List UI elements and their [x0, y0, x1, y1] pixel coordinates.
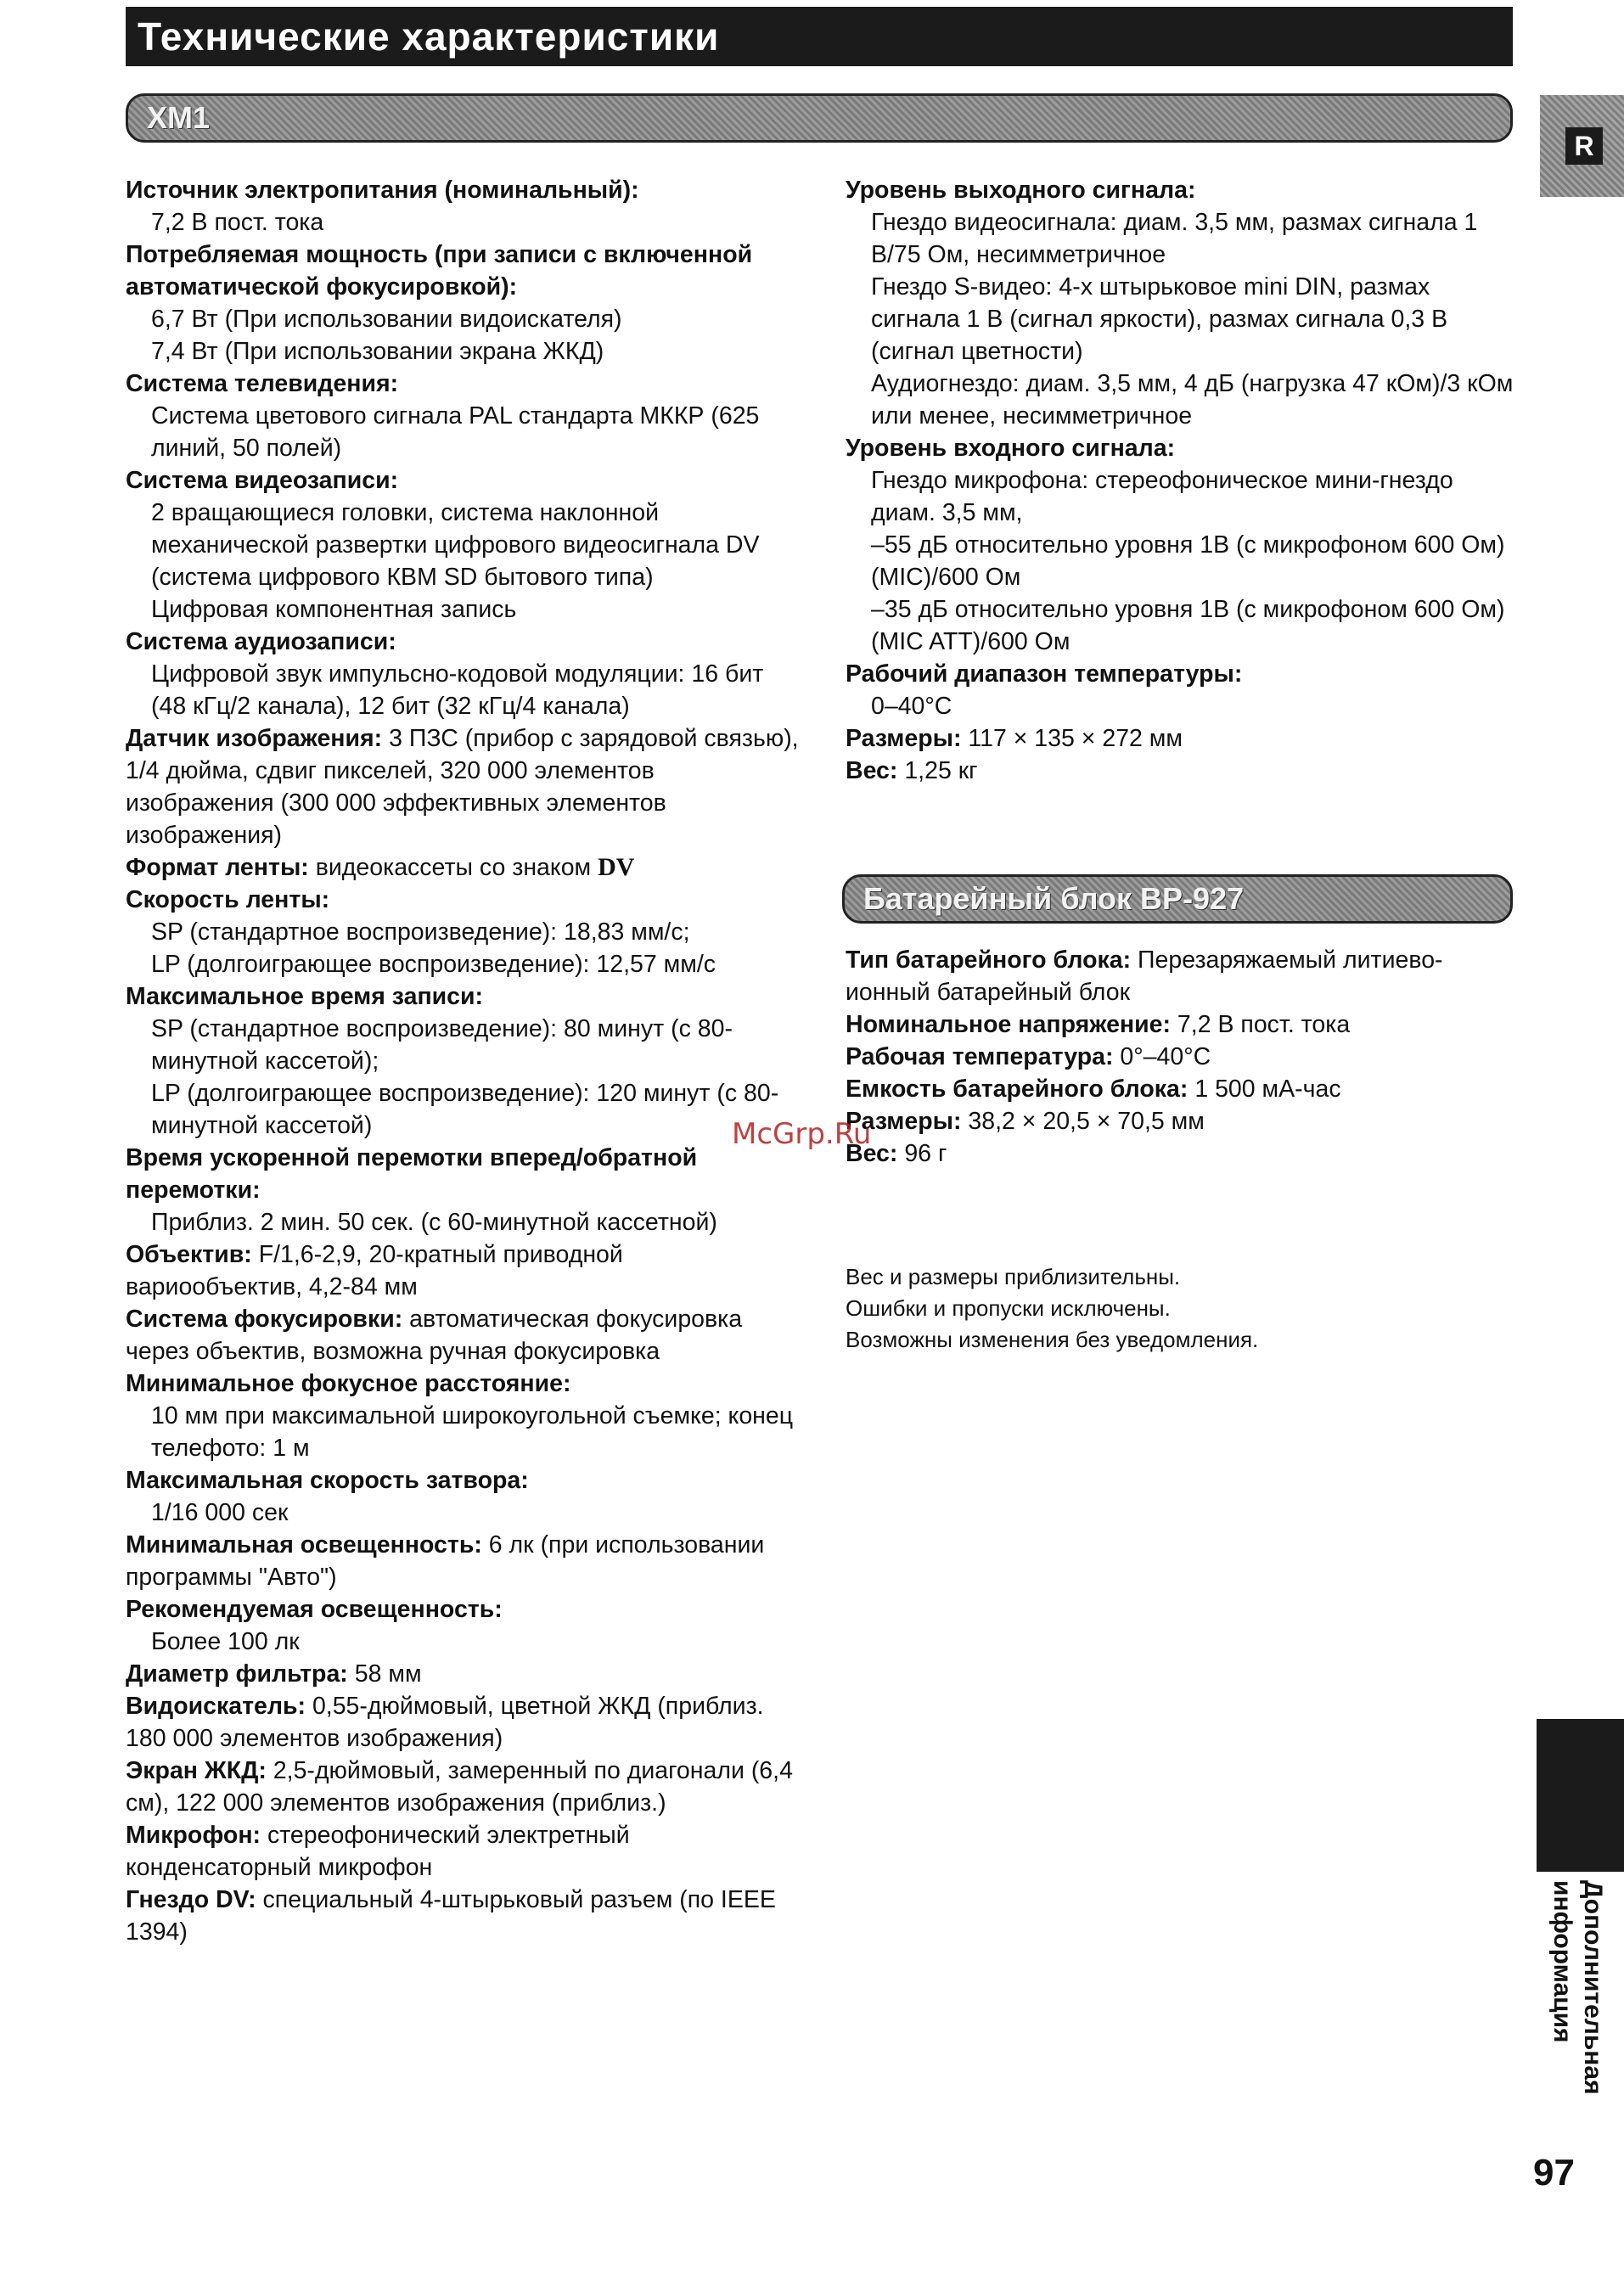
spec-value: 58 мм	[354, 1660, 422, 1688]
spec-value: 3 ПЗС (прибор с зарядовой связью), 1/4 дюйма, сдвиг пикселей, 320 000 элементов изображения (300 000 эффективных элементов изображения)	[126, 725, 799, 849]
side-label-line2: информация	[1548, 1880, 1576, 2043]
spec-label: Экран ЖКД:	[126, 1757, 267, 1784]
spec-item	[126, 1238, 805, 1303]
spec-label: Видоискатель:	[126, 1693, 306, 1720]
spec-item	[126, 464, 805, 626]
spec-value-line: 7,2 В пост. тока	[151, 209, 324, 236]
spec-item	[126, 1819, 805, 1884]
spec-value: видеокассеты со знаком	[315, 854, 592, 881]
spec-value-line: 6,7 Вт (При использовании видоискателя)	[151, 306, 622, 333]
spec-item	[126, 851, 805, 884]
spec-label: Номинальное напряжение:	[846, 1011, 1171, 1038]
spec-label: Рекомендуемая освещенность:	[126, 1596, 503, 1623]
spec-label: Диаметр фильтра:	[126, 1660, 348, 1688]
spec-value: F/1,6-2,9, 20-кратный приводной вариообъектив, 4,2-84 мм	[126, 1241, 623, 1300]
spec-label: Источник электропитания (номинальный):	[126, 177, 639, 204]
spec-value: Перезаряжаемый литиево-ионный батарейный блок	[846, 946, 1443, 1006]
spec-label: Рабочая температура:	[846, 1043, 1114, 1070]
spec-value: 6 лк (при использовании программы "Авто")	[126, 1531, 765, 1591]
spec-value-line: 0–40°C	[871, 693, 952, 720]
specs-right-column	[846, 174, 1516, 787]
spec-value: 117 × 135 × 272 мм	[968, 725, 1183, 752]
spec-item	[846, 1041, 1516, 1073]
spec-item	[846, 722, 1516, 755]
spec-item	[846, 1137, 1516, 1170]
spec-value-line: 10 мм при максимальной широкоугольной съемке; конец телефото: 1 м	[151, 1402, 794, 1462]
spec-value-line: LP (долгоиграющее воспроизведение): 12,57 мм/с	[151, 951, 716, 978]
spec-item	[846, 755, 1516, 787]
spec-label: Минимальное фокусное расстояние:	[126, 1370, 571, 1397]
spec-label: Максимальное время записи:	[126, 983, 484, 1010]
spec-item	[846, 658, 1516, 722]
spec-label: Минимальная освещенность:	[126, 1531, 482, 1559]
spec-value-line: 1/16 000 сек	[151, 1499, 289, 1526]
spec-item	[126, 1303, 805, 1368]
spec-item	[846, 1073, 1516, 1105]
spec-value: 1 500 мА-час	[1194, 1076, 1341, 1103]
spec-value: 2,5-дюймовый, замеренный по диагонали (6,4 см), 122 000 элементов изображения (приблиз.)	[126, 1757, 793, 1817]
spec-item	[126, 1464, 805, 1529]
spec-item	[846, 1105, 1516, 1137]
spec-item	[846, 174, 1516, 432]
spec-label: Уровень входного сигнала:	[846, 435, 1176, 462]
dv-logo-icon: DV	[598, 853, 635, 881]
spec-value: 0,55-дюймовый, цветной ЖКД (приблиз. 180 000 элементов изображения)	[126, 1693, 764, 1752]
note-line: Ошибки и пропуски исключены.	[846, 1295, 1171, 1321]
spec-label: Объектив:	[126, 1241, 252, 1268]
spec-label: Микрофон:	[126, 1822, 261, 1849]
spec-item	[126, 980, 805, 1142]
side-section-label	[1540, 1880, 1608, 2095]
spec-label: Формат ленты:	[126, 854, 309, 881]
watermark: McGrp.Ru	[732, 1117, 872, 1151]
section-header-xm1: XM1	[126, 93, 1513, 143]
spec-item	[126, 239, 805, 368]
spec-value-line: Цифровой звук импульсно-кодовой модуляции: 16 бит (48 кГц/2 канала), 12 бит (32 кГц/4 канала)	[151, 660, 764, 720]
spec-item	[126, 1884, 805, 1948]
spec-label: Система видеозаписи:	[126, 467, 399, 494]
spec-item	[126, 1368, 805, 1464]
spec-value-line: Приблиз. 2 мин. 50 сек. (с 60-минутной кассетной)	[151, 1209, 717, 1236]
notes-block	[846, 1261, 1516, 1356]
section-header-battery: Батарейный блок BP-927	[842, 874, 1513, 924]
spec-value: 0°–40°C	[1120, 1043, 1211, 1070]
spec-value: автоматическая фокусировка через объектив, возможна ручная фокусировка	[126, 1306, 743, 1365]
spec-item	[846, 432, 1516, 658]
spec-item	[126, 722, 805, 851]
spec-value-line: –55 дБ относительно уровня 1В (с микрофоном 600 Ом) (MIC)/600 Ом	[871, 531, 1505, 591]
spec-label: Время ускоренной перемотки вперед/обратной перемотки:	[126, 1144, 698, 1204]
spec-label: Размеры:	[846, 725, 962, 752]
spec-value-line: –35 дБ относительно уровня 1В (с микрофоном 600 Ом) (MIC ATT)/600 Ом	[871, 596, 1505, 655]
language-tab	[1540, 95, 1624, 197]
spec-item	[126, 884, 805, 980]
page-title: Технические характеристики	[126, 7, 1513, 66]
side-tab-block	[1537, 1719, 1624, 1872]
spec-value-line: Более 100 лк	[151, 1628, 300, 1655]
spec-value-line: Гнездо S-видео: 4-х штырьковое mini DIN, размах сигнала 1 В (сигнал яркости), размах сигнала 0,3 В (сигнал цветности)	[871, 273, 1448, 365]
spec-item	[126, 1593, 805, 1658]
spec-label: Вес:	[846, 757, 898, 784]
spec-item	[126, 174, 805, 239]
spec-item	[126, 1755, 805, 1819]
spec-value: специальный 4-штырьковый разъем (по IEEE 1394)	[126, 1886, 776, 1946]
page-number: 97	[1533, 2152, 1575, 2193]
note-line: Вес и размеры приблизительны.	[846, 1264, 1181, 1289]
spec-item	[126, 368, 805, 464]
spec-label: Емкость батарейного блока:	[846, 1076, 1188, 1103]
spec-value-line: SP (стандартное воспроизведение): 80 минут (с 80-минутной кассетой);	[151, 1015, 733, 1075]
spec-label: Система аудиозаписи:	[126, 628, 396, 655]
spec-item	[126, 1690, 805, 1755]
spec-value-line: Цифровая компонентная запись	[151, 596, 517, 623]
note-line: Возможны изменения без уведомления.	[846, 1327, 1259, 1352]
spec-value-line: Гнездо микрофона: стереофоническое мини-гнездо диам. 3,5 мм,	[871, 467, 1453, 526]
battery-specs	[846, 944, 1516, 1170]
spec-value-line: LP (долгоиграющее воспроизведение): 120 минут (с 80-минутной кассетой)	[151, 1080, 779, 1139]
spec-value-line: Система цветового сигнала PAL стандарта МККР (625 линий, 50 полей)	[151, 402, 760, 462]
spec-value: 96 г	[904, 1140, 947, 1167]
spec-value: 1,25 кг	[904, 757, 978, 784]
spec-label: Размеры:	[846, 1108, 962, 1135]
spec-label: Тип батарейного блока:	[846, 946, 1132, 974]
spec-item	[846, 944, 1516, 1008]
spec-value-line: SP (стандартное воспроизведение): 18,83 мм/с;	[151, 918, 690, 946]
spec-value-line: Гнездо видеосигнала: диам. 3,5 мм, размах сигнала 1 В/75 Ом, несимметричное	[871, 209, 1478, 268]
spec-value-line: 2 вращающиеся головки, система наклонной механической развертки цифрового видеосигнала DV (система цифрового КВМ SD бытового типа)	[151, 499, 760, 591]
specs-left-column	[126, 174, 805, 1948]
spec-label: Система фокусировки:	[126, 1306, 403, 1333]
spec-label: Система телевидения:	[126, 370, 399, 397]
spec-value-line: 7,4 Вт (При использовании экрана ЖКД)	[151, 338, 604, 365]
spec-value: стереофонический электретный конденсаторный микрофон	[126, 1822, 630, 1881]
spec-value: 7,2 В пост. тока	[1177, 1011, 1351, 1038]
spec-item	[126, 1529, 805, 1593]
spec-item	[126, 1142, 805, 1238]
spec-label: Потребляемая мощность (при записи с включенной автоматической фокусировкой):	[126, 241, 753, 300]
spec-value-line: Аудиогнездо: диам. 3,5 мм, 4 дБ (нагрузка 47 кОм)/3 кОм или менее, несимметричное	[871, 370, 1514, 430]
spec-item	[126, 1658, 805, 1690]
spec-label: Датчик изображения:	[126, 725, 383, 752]
spec-value: 38,2 × 20,5 × 70,5 мм	[968, 1108, 1205, 1135]
spec-label: Гнездо DV:	[126, 1886, 256, 1913]
spec-label: Вес:	[846, 1140, 898, 1167]
side-label-line1: Дополнительная	[1579, 1880, 1607, 2095]
spec-label: Рабочий диапазон температуры:	[846, 660, 1243, 688]
spec-label: Максимальная скорость затвора:	[126, 1467, 529, 1494]
spec-item	[846, 1008, 1516, 1041]
spec-label: Скорость ленты:	[126, 886, 330, 913]
spec-item	[126, 626, 805, 722]
language-tab-letter: R	[1565, 127, 1603, 165]
spec-label: Уровень выходного сигнала:	[846, 177, 1196, 204]
